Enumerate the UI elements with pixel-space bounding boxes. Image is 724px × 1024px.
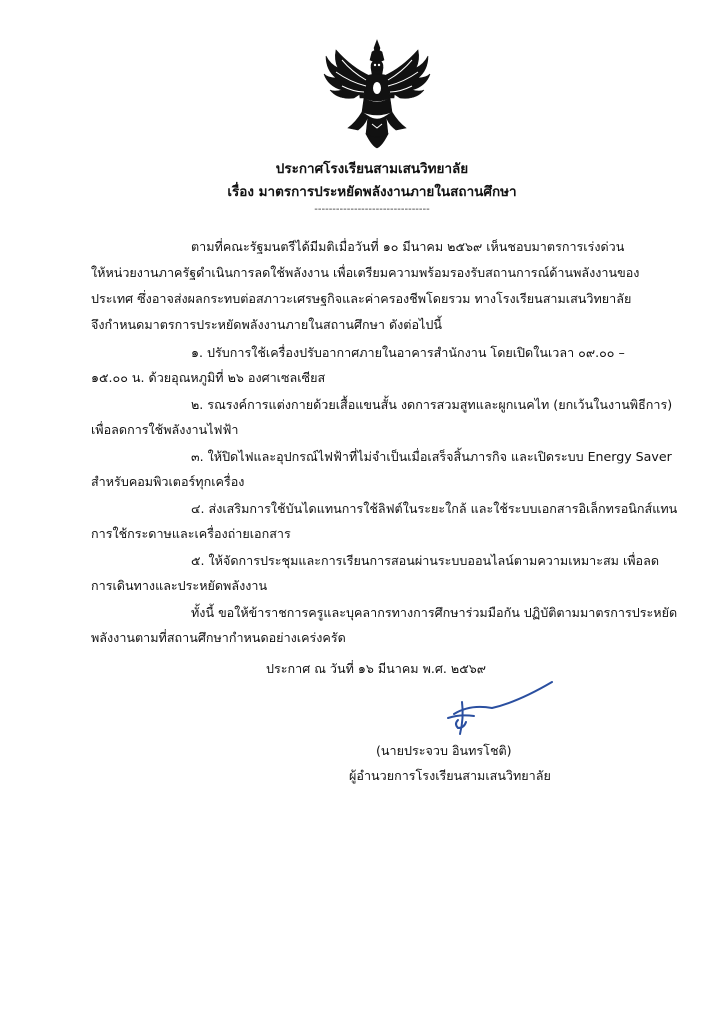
garuda-emblem-icon [322,38,432,150]
item-2-line-1: ๒. รณรงค์การแต่งกายด้วยเสื้อแขนสั้น งดการสวมสูทและผูกเนคไท (ยกเว้นในงานพิธีการ) [191,397,673,412]
intro-line-1: ตามที่คณะรัฐมนตรีได้มีมติเมื่อวันที่ ๑๐ มีนาคม ๒๕๖๙ เห็นชอบมาตรการเร่งด่วน [191,239,625,254]
item-1-line-1: ๑. ปรับการใช้เครื่องปรับอากาศภายในอาคารสำนักงาน โดยเปิดในเวลา ๐๙.๐๐ – [191,345,625,360]
item-2-line-2: เพื่อลดการใช้พลังงานไฟฟ้า [91,422,239,437]
announcement-subject: เรื่อง มาตรการประหยัดพลังงานภายในสถานศึกษา [227,184,517,200]
item-3-line-1: ๓. ให้ปิดไฟและอุปกรณ์ไฟฟ้าที่ไม่จำเป็นเมื่อเสร็จสิ้นภารกิจ และเปิดระบบ Energy Saver [191,449,672,464]
announcement-date: ประกาศ ณ วันที่ ๑๖ มีนาคม พ.ศ. ๒๕๖๙ [266,661,486,676]
closing-line-2: พลังงานตามที่สถานศึกษากำหนดอย่างเคร่งครัด [91,630,346,645]
closing-line-1: ทั้งนี้ ขอให้ข้าราชการครูและบุคลากรทางการศึกษาร่วมมือกัน ปฏิบัติตามมาตรการประหยัด [191,605,678,620]
item-4-line-2: การใช้กระดาษและเครื่องถ่ายเอกสาร [91,526,291,541]
signature-icon [440,672,570,747]
item-1-line-2: ๑๕.๐๐ น. ด้วยอุณหภูมิที่ ๒๖ องศาเซลเซียส [91,370,326,385]
item-5-line-2: การเดินทางและประหยัดพลังงาน [91,578,268,593]
signer-name: (นายประจวบ อินทรโชติ) [376,743,512,758]
intro-line-4: จึงกำหนดมาตรการประหยัดพลังงานภายในสถานศึกษา ดังต่อไปนี้ [91,317,442,332]
title-separator: -------------------------------- [314,204,430,215]
item-5-line-1: ๕. ให้จัดการประชุมและการเรียนการสอนผ่านระบบออนไลน์ตามความเหมาะสม เพื่อลด [191,553,660,568]
item-3-line-2: สำหรับคอมพิวเตอร์ทุกเครื่อง [91,474,245,489]
intro-line-2: ให้หน่วยงานภาครัฐดำเนินการลดใช้พลังงาน เพื่อเตรียมความพร้อมรองรับสถานการณ์ด้านพลังงานของ [91,265,640,280]
signer-position: ผู้อำนวยการโรงเรียนสามเสนวิทยาลัย [349,768,551,783]
intro-line-3: ประเทศ ซึ่งอาจส่งผลกระทบต่อสภาวะเศรษฐกิจและค่าครองชีพโดยรวม ทางโรงเรียนสามเสนวิทยาลัย [91,291,632,306]
announcement-title: ประกาศโรงเรียนสามเสนวิทยาลัย [275,161,469,177]
item-4-line-1: ๔. ส่งเสริมการใช้บันไดแทนการใช้ลิฟต์ในระยะใกล้ และใช้ระบบเอกสารอิเล็กทรอนิกส์แทน [191,501,678,516]
